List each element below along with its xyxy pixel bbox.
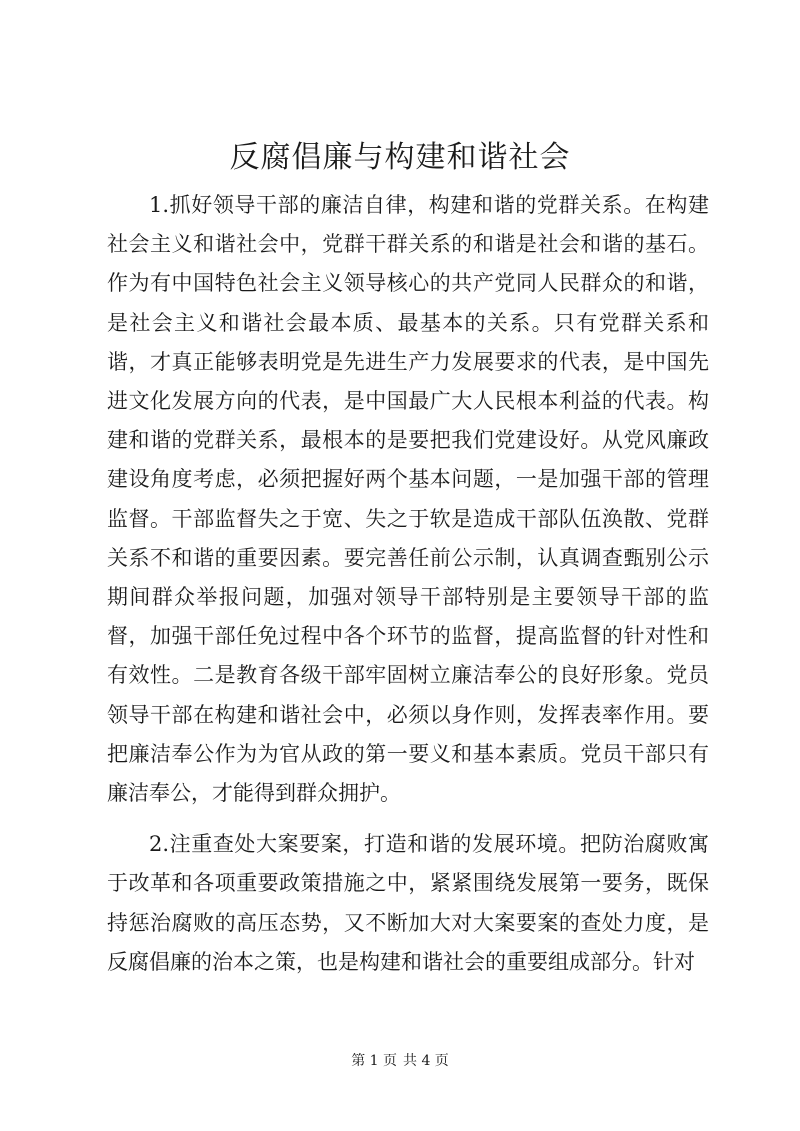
page-total: 共 4 页	[403, 1053, 449, 1069]
page-number: 第 1 页	[351, 1053, 397, 1069]
page-title: 反腐倡廉与构建和谐社会	[229, 140, 571, 175]
page-footer	[0, 1051, 800, 1071]
document-body	[107, 186, 709, 982]
paragraph-2: 2.注重查处大案要案，打造和谐的发展环境。把防治腐败寓于改革和各项重要政策措施之中，紧紧围绕发展第一要务，既保持惩治腐败的高压态势，又不断加大对大案要案的查处力度，是反腐倡廉的治本之策，也是构建和谐社会的重要组成部分。针对	[107, 832, 709, 974]
paragraph-1: 1.抓好领导干部的廉洁自律，构建和谐的党群关系。在构建社会主义和谐社会中，党群干群关系的和谐是社会和谐的基石。作为有中国特色社会主义领导核心的共产党同人民群众的和谐，是社会主义和谐社会最本质、最基本的关系。只有党群关系和谐，才真正能够表明党是先进生产力发展要求的代表，是中国先进文化发展方向的代表，是中国最广大人民根本利益的代表。构建和谐的党群关系，最根本的是要把我们党建设好。从党风廉政建设角度考虑，必须把握好两个基本问题，一是加强干部的管理监督。干部监督失之于宽、失之于软是造成干部队伍涣散、党群关系不和谐的重要因素。要完善任前公示制，认真调查甄别公示期间群众举报问题，加强对领导干部特别是主要领导干部的监督，加强干部任免过程中各个环节的监督，提高监督的针对性和有效性。二是教育各级干部牢固树立廉洁奉公的良好形象。党员领导干部在构建和谐社会中，必须以身作则，发挥表率作用。要把廉洁奉公作为为官从政的第一要义和基本素质。党员干部只有廉洁奉公，才能得到群众拥护。	[107, 193, 709, 806]
